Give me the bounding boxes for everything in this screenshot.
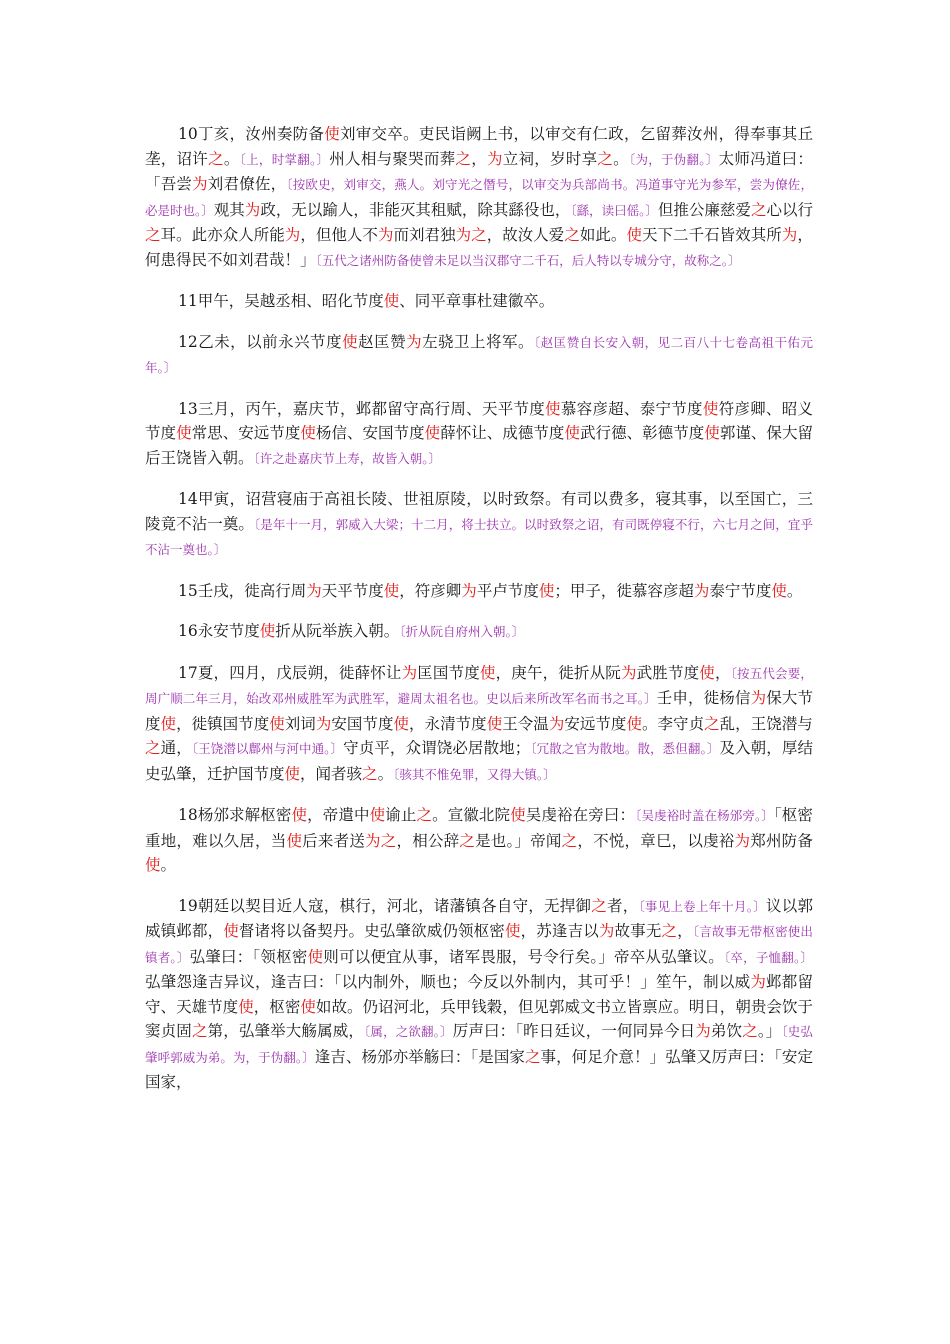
body-text: 郭谨、保大留后王饶皆入朝。: [145, 424, 813, 467]
body-text: 第，弘肇举大觞属威，: [207, 1022, 365, 1040]
body-text: ，不悦，章巳，以虔裕: [577, 831, 735, 850]
body-text: 天平节度: [321, 581, 384, 600]
paragraph-16: [145, 619, 813, 645]
highlighted-char: 使: [545, 399, 561, 418]
highlighted-char: 为: [244, 200, 261, 219]
body-text: 政，无以踰人，非能灭其租赋，除其繇役也，: [260, 200, 571, 219]
body-text: 常思、安远节度: [191, 424, 301, 442]
annotation-note: 〔按欧史，刘审交，燕人。刘守光之僭号，以审交为兵部尚书。冯道事守光为参军，尝为僚佐，必是时也。〕: [145, 177, 813, 218]
body-text: 心以行: [766, 200, 813, 219]
highlighted-char: 之: [561, 831, 578, 850]
highlighted-char: 使: [626, 714, 642, 733]
body-text: 平卢节度: [476, 581, 539, 600]
annotation-note: 〔骇其不惟免罪，又得大镇。〕: [393, 766, 556, 782]
annotation-note: 〔吴虔裕时盖在杨邠旁。〕: [635, 808, 774, 823]
annotation-note: 〔王饶潜以鄜州与河中通。〕: [191, 741, 344, 756]
body-text: 13三月，丙午，嘉庆节，邺都留守高行周、天平节度: [178, 399, 546, 418]
body-text: 刘君僚佐，: [207, 175, 287, 193]
paragraph-15: [145, 579, 813, 604]
body-text: 14甲寅，诏营寝庙于高祖长陵、世祖原陵，以时致祭。有司以费多，寝其事，以至国亡，三陵竟不沾一奠。: [145, 490, 813, 533]
highlighted-char: 使: [626, 226, 642, 244]
body-text: 「枢密重地，难以久居，当: [145, 806, 813, 850]
body-text: 后来者送: [302, 831, 366, 850]
body-text: 。: [377, 764, 394, 783]
annotation-note: 〔是年十一月，郭威入大梁；十二月，将士扶立。以时致祭之诏，有司既停寝不行，六七月之间，宜乎不沾一奠也。〕: [145, 516, 813, 557]
body-text: 及入朝，厚结史弘肇，迁护国节度: [145, 739, 813, 783]
body-text: 但推公廉慈爱: [657, 200, 751, 219]
body-text: 安远节度: [564, 714, 627, 733]
body-text: ，庚午，徙折从阮: [495, 663, 621, 682]
body-text: 则可以便宜从事，诸军畏服，号令行矣。」帝卒从弘肇议。: [323, 947, 724, 966]
highlighted-char: 之: [459, 831, 476, 850]
highlighted-char: 为: [750, 689, 767, 707]
annotation-note: 〔赵匡赞自长安入朝，见二百八十七卷高祖干佑元年。〕: [145, 334, 813, 375]
annotation-note: 〔折从阮自府州入朝。〕: [399, 624, 525, 639]
highlighted-char: 为: [548, 714, 565, 733]
body-text: 。: [613, 149, 629, 168]
highlighted-char: 使: [702, 399, 719, 418]
highlighted-char: 为: [486, 149, 503, 168]
body-text: 壬申，徙杨信: [656, 689, 751, 707]
paragraph-17: [145, 661, 813, 788]
highlighted-char: 之: [208, 149, 224, 168]
highlighted-char: 之: [191, 1022, 208, 1040]
highlighted-char: 使: [479, 663, 496, 682]
body-text: 弘肇曰：「领枢密: [189, 947, 308, 966]
highlighted-char: 为之: [455, 226, 487, 244]
body-text: 弘肇怨逢吉异议，逢吉曰：「以内制外，顺也；今反以外制内，其可乎！」笙午，制以威: [145, 973, 751, 991]
highlighted-char: 使: [704, 424, 720, 442]
highlighted-char: 之: [564, 226, 580, 244]
body-text: ，闻者骇: [300, 764, 363, 783]
body-text: 10丁亥，汝州奏防备: [178, 125, 325, 143]
highlighted-char: 使: [564, 424, 580, 442]
body-text: 15壬戌，徙高行周: [178, 581, 307, 600]
highlighted-char: 使: [771, 581, 787, 600]
body-text: 如此。: [579, 226, 627, 244]
body-text: 薛怀让、成德节度: [440, 424, 565, 442]
body-text: 而刘君独: [393, 226, 456, 244]
highlighted-char: 使: [223, 922, 239, 940]
highlighted-char: 之: [661, 922, 678, 940]
body-text: 。: [786, 581, 803, 600]
body-text: ，相公辞: [396, 831, 460, 850]
highlighted-char: 为: [734, 831, 751, 850]
highlighted-char: 使: [699, 663, 715, 682]
highlighted-char: 为: [377, 226, 394, 244]
highlighted-char: 为: [750, 973, 767, 991]
paragraph-10: [145, 122, 813, 273]
highlighted-char: 使: [486, 714, 503, 733]
highlighted-char: 使: [291, 806, 308, 824]
body-text: 武行德、彰德节度: [580, 424, 705, 442]
highlighted-char: 之: [145, 226, 161, 244]
body-text: 是也。」帝闻: [475, 831, 562, 850]
body-text: 议以郭威镇邺都，: [145, 896, 813, 940]
annotation-note: 〔属，之欲翻。〕: [364, 1024, 453, 1039]
annotation-note: 〔卒，子恤翻。〕: [723, 949, 813, 965]
body-text: ，故汝人爱: [486, 226, 565, 244]
body-text: ，何患得民不如刘君哉！」: [145, 226, 813, 269]
highlighted-char: 为: [401, 663, 418, 682]
body-text: 耳。此亦众人所能: [160, 226, 285, 244]
highlighted-char: 之: [597, 149, 614, 168]
highlighted-char: 为: [284, 226, 301, 244]
annotation-note: 〔为，于伪翻。〕: [628, 151, 719, 167]
highlighted-char: 之: [750, 200, 767, 219]
body-text: 太师冯道曰：「吾尝: [145, 149, 813, 193]
highlighted-char: 为: [695, 1022, 711, 1040]
annotation-note: 〔按五代会要，周广顺二年三月，始改邓州威胜军为武胜军，避周太祖名也。史以后来所改军名而书之耳。〕: [145, 665, 813, 706]
highlighted-char: 之: [704, 714, 720, 733]
body-text: 刘词: [284, 714, 316, 733]
body-text: 折从阮举族入朝。: [275, 622, 400, 640]
body-text: 。」: [757, 1022, 782, 1040]
paragraph-11: [145, 289, 813, 314]
body-text: 如故。仍诏河北，兵甲钱穀，但见郭威文书立皆禀应。明日，朝贵会饮于窦贞固: [145, 997, 813, 1040]
highlighted-char: 为: [781, 226, 798, 244]
document-body: [145, 122, 813, 1111]
body-text: 17夏，四月，戊辰朔，徙薛怀让: [178, 663, 402, 682]
body-text: 符彦卿、昭义节度: [145, 399, 813, 442]
annotation-note: 〔许之赴嘉庆节上寿，故皆入朝。〕: [253, 450, 442, 466]
highlighted-char: 使: [145, 856, 161, 874]
highlighted-char: 使: [504, 922, 521, 940]
body-text: 厉声曰：「昨日廷议，一何同异今日: [452, 1022, 696, 1040]
highlighted-char: 之: [524, 1047, 541, 1066]
highlighted-char: 使: [300, 997, 316, 1016]
highlighted-char: 使: [259, 622, 276, 640]
highlighted-char: 为: [406, 332, 423, 351]
body-text: 11甲午，吴越丞相、昭化节度: [178, 292, 384, 310]
body-text: 安国节度: [331, 714, 394, 733]
body-text: ，: [714, 663, 731, 682]
body-text: ，枢密: [253, 997, 301, 1016]
highlighted-char: 之: [362, 764, 378, 783]
body-text: 赵匡赞: [358, 332, 407, 351]
body-text: 观其: [213, 200, 245, 219]
highlighted-char: 使: [307, 947, 324, 966]
body-text: 泰宁节度: [709, 581, 772, 600]
body-text: 。宣徽北院: [432, 806, 511, 824]
body-text: 。: [160, 856, 177, 874]
highlighted-char: 为之: [365, 831, 397, 850]
body-text: ，苏逢吉以: [520, 922, 599, 940]
highlighted-char: 使: [160, 714, 177, 733]
body-text: ，: [677, 922, 693, 940]
highlighted-char: 使: [369, 806, 386, 824]
annotation-note: 〔繇，读曰傜。〕: [570, 202, 658, 218]
body-text: ，永清节度: [409, 714, 487, 733]
body-text: 、同平章事杜建徽卒。: [399, 292, 555, 310]
highlighted-char: 为: [461, 581, 477, 600]
body-text: 故事无: [614, 922, 662, 940]
highlighted-char: 为: [192, 175, 208, 193]
body-text: 18杨邠求解枢密: [178, 806, 292, 824]
body-text: 天下二千石皆效其所: [642, 226, 782, 244]
highlighted-char: 使: [269, 714, 285, 733]
highlighted-char: 使: [383, 581, 400, 600]
highlighted-char: 使: [342, 332, 359, 351]
highlighted-char: 为: [693, 581, 710, 600]
body-text: 郑州防备: [750, 831, 813, 850]
body-text: 弟饮: [710, 1022, 743, 1040]
body-text: ，: [471, 149, 487, 168]
highlighted-char: 使: [538, 581, 555, 600]
body-text: 逢吉、杨邠亦举觞曰：「是国家: [314, 1047, 525, 1066]
body-text: 督诸将以备契丹。史弘肇欲威仍领枢密: [238, 922, 505, 940]
body-text: ；甲子，徙慕容彦超: [554, 581, 694, 600]
body-text: ，帝遣中: [307, 806, 370, 824]
annotation-note: 〔事见上卷上年十月。〕: [638, 898, 766, 914]
body-text: 杨信、安国节度: [315, 424, 425, 442]
body-text: 吴虔裕在旁曰：: [525, 806, 636, 824]
body-text: 守贞平，众谓饶必居散地；: [343, 739, 531, 757]
highlighted-char: 使: [286, 831, 303, 850]
body-text: 谕止: [385, 806, 417, 824]
body-text: 16永安节度: [178, 622, 260, 640]
body-text: 慕容彦超、泰宁节度: [560, 399, 703, 418]
highlighted-char: 使: [324, 125, 340, 143]
paragraph-13: [145, 397, 813, 472]
body-text: ，符彦卿: [399, 581, 462, 600]
body-text: 事，何足介意！」弘肇又厉声曰：「安定国家，: [145, 1047, 813, 1091]
highlighted-char: 使: [238, 997, 254, 1016]
highlighted-char: 使: [284, 764, 301, 783]
body-text: 刘审交卒。吏民诣阙上书，以审交有仁政，乞留葬汝州，得奉事其丘垄，诏许: [145, 125, 813, 168]
highlighted-char: 使: [383, 292, 400, 310]
body-text: 立祠，岁时享: [502, 149, 598, 168]
highlighted-char: 使: [300, 424, 316, 442]
body-text: 。: [223, 149, 240, 168]
highlighted-char: 为: [620, 663, 637, 682]
annotation-note: 〔史弘肇呼郭威为弟。为，于伪翻。〕: [145, 1024, 813, 1065]
highlighted-char: 为: [598, 922, 615, 940]
body-text: 邺都留守、天雄节度: [145, 973, 813, 1016]
highlighted-char: 使: [393, 714, 410, 733]
body-text: 王令温: [502, 714, 549, 733]
body-text: 者，: [606, 896, 639, 915]
body-text: ，徙镇国节度: [176, 714, 270, 733]
body-text: ，但他人不: [300, 226, 378, 244]
paragraph-12: [145, 330, 813, 381]
highlighted-char: 之: [742, 1022, 758, 1040]
body-text: 12乙未，以前永兴节度: [178, 332, 343, 351]
body-text: 匡国节度: [417, 663, 480, 682]
body-text: 武胜节度: [636, 663, 700, 682]
highlighted-char: 为: [306, 581, 322, 600]
body-text: 。李守贞: [642, 714, 705, 733]
paragraph-19: [145, 894, 813, 1095]
highlighted-char: 使: [424, 424, 441, 442]
annotation-note: 〔冗散之官为散地。散，悉但翻。〕: [530, 741, 720, 756]
body-text: 通，: [160, 739, 192, 757]
annotation-note: 〔上，时掌翻。〕: [239, 151, 330, 167]
highlighted-char: 之: [416, 806, 433, 824]
highlighted-char: 使: [176, 424, 192, 442]
body-text: 保大节度: [145, 689, 813, 733]
highlighted-char: 使: [510, 806, 526, 824]
highlighted-char: 之: [591, 896, 607, 915]
body-text: 州人相与聚哭而葬: [329, 149, 456, 168]
body-text: 左骁卫上将军。: [422, 332, 534, 351]
annotation-note: 〔五代之诸州防备使曾未足以当汉郡守二千石，后人特以专城分守，故称之。〕: [315, 252, 741, 268]
highlighted-char: 之: [145, 739, 161, 757]
highlighted-char: 为: [315, 714, 332, 733]
body-text: 乱，王饶潜与: [719, 714, 813, 733]
paragraph-18: [145, 803, 813, 878]
annotation-note: 〔言故事无带枢密使出镇者。〕: [145, 924, 813, 965]
highlighted-char: 之: [455, 149, 472, 168]
body-text: 19朝廷以契目近人寇，棋行，河北，诸藩镇各自守，无捍御: [178, 896, 592, 915]
paragraph-14: [145, 487, 813, 563]
